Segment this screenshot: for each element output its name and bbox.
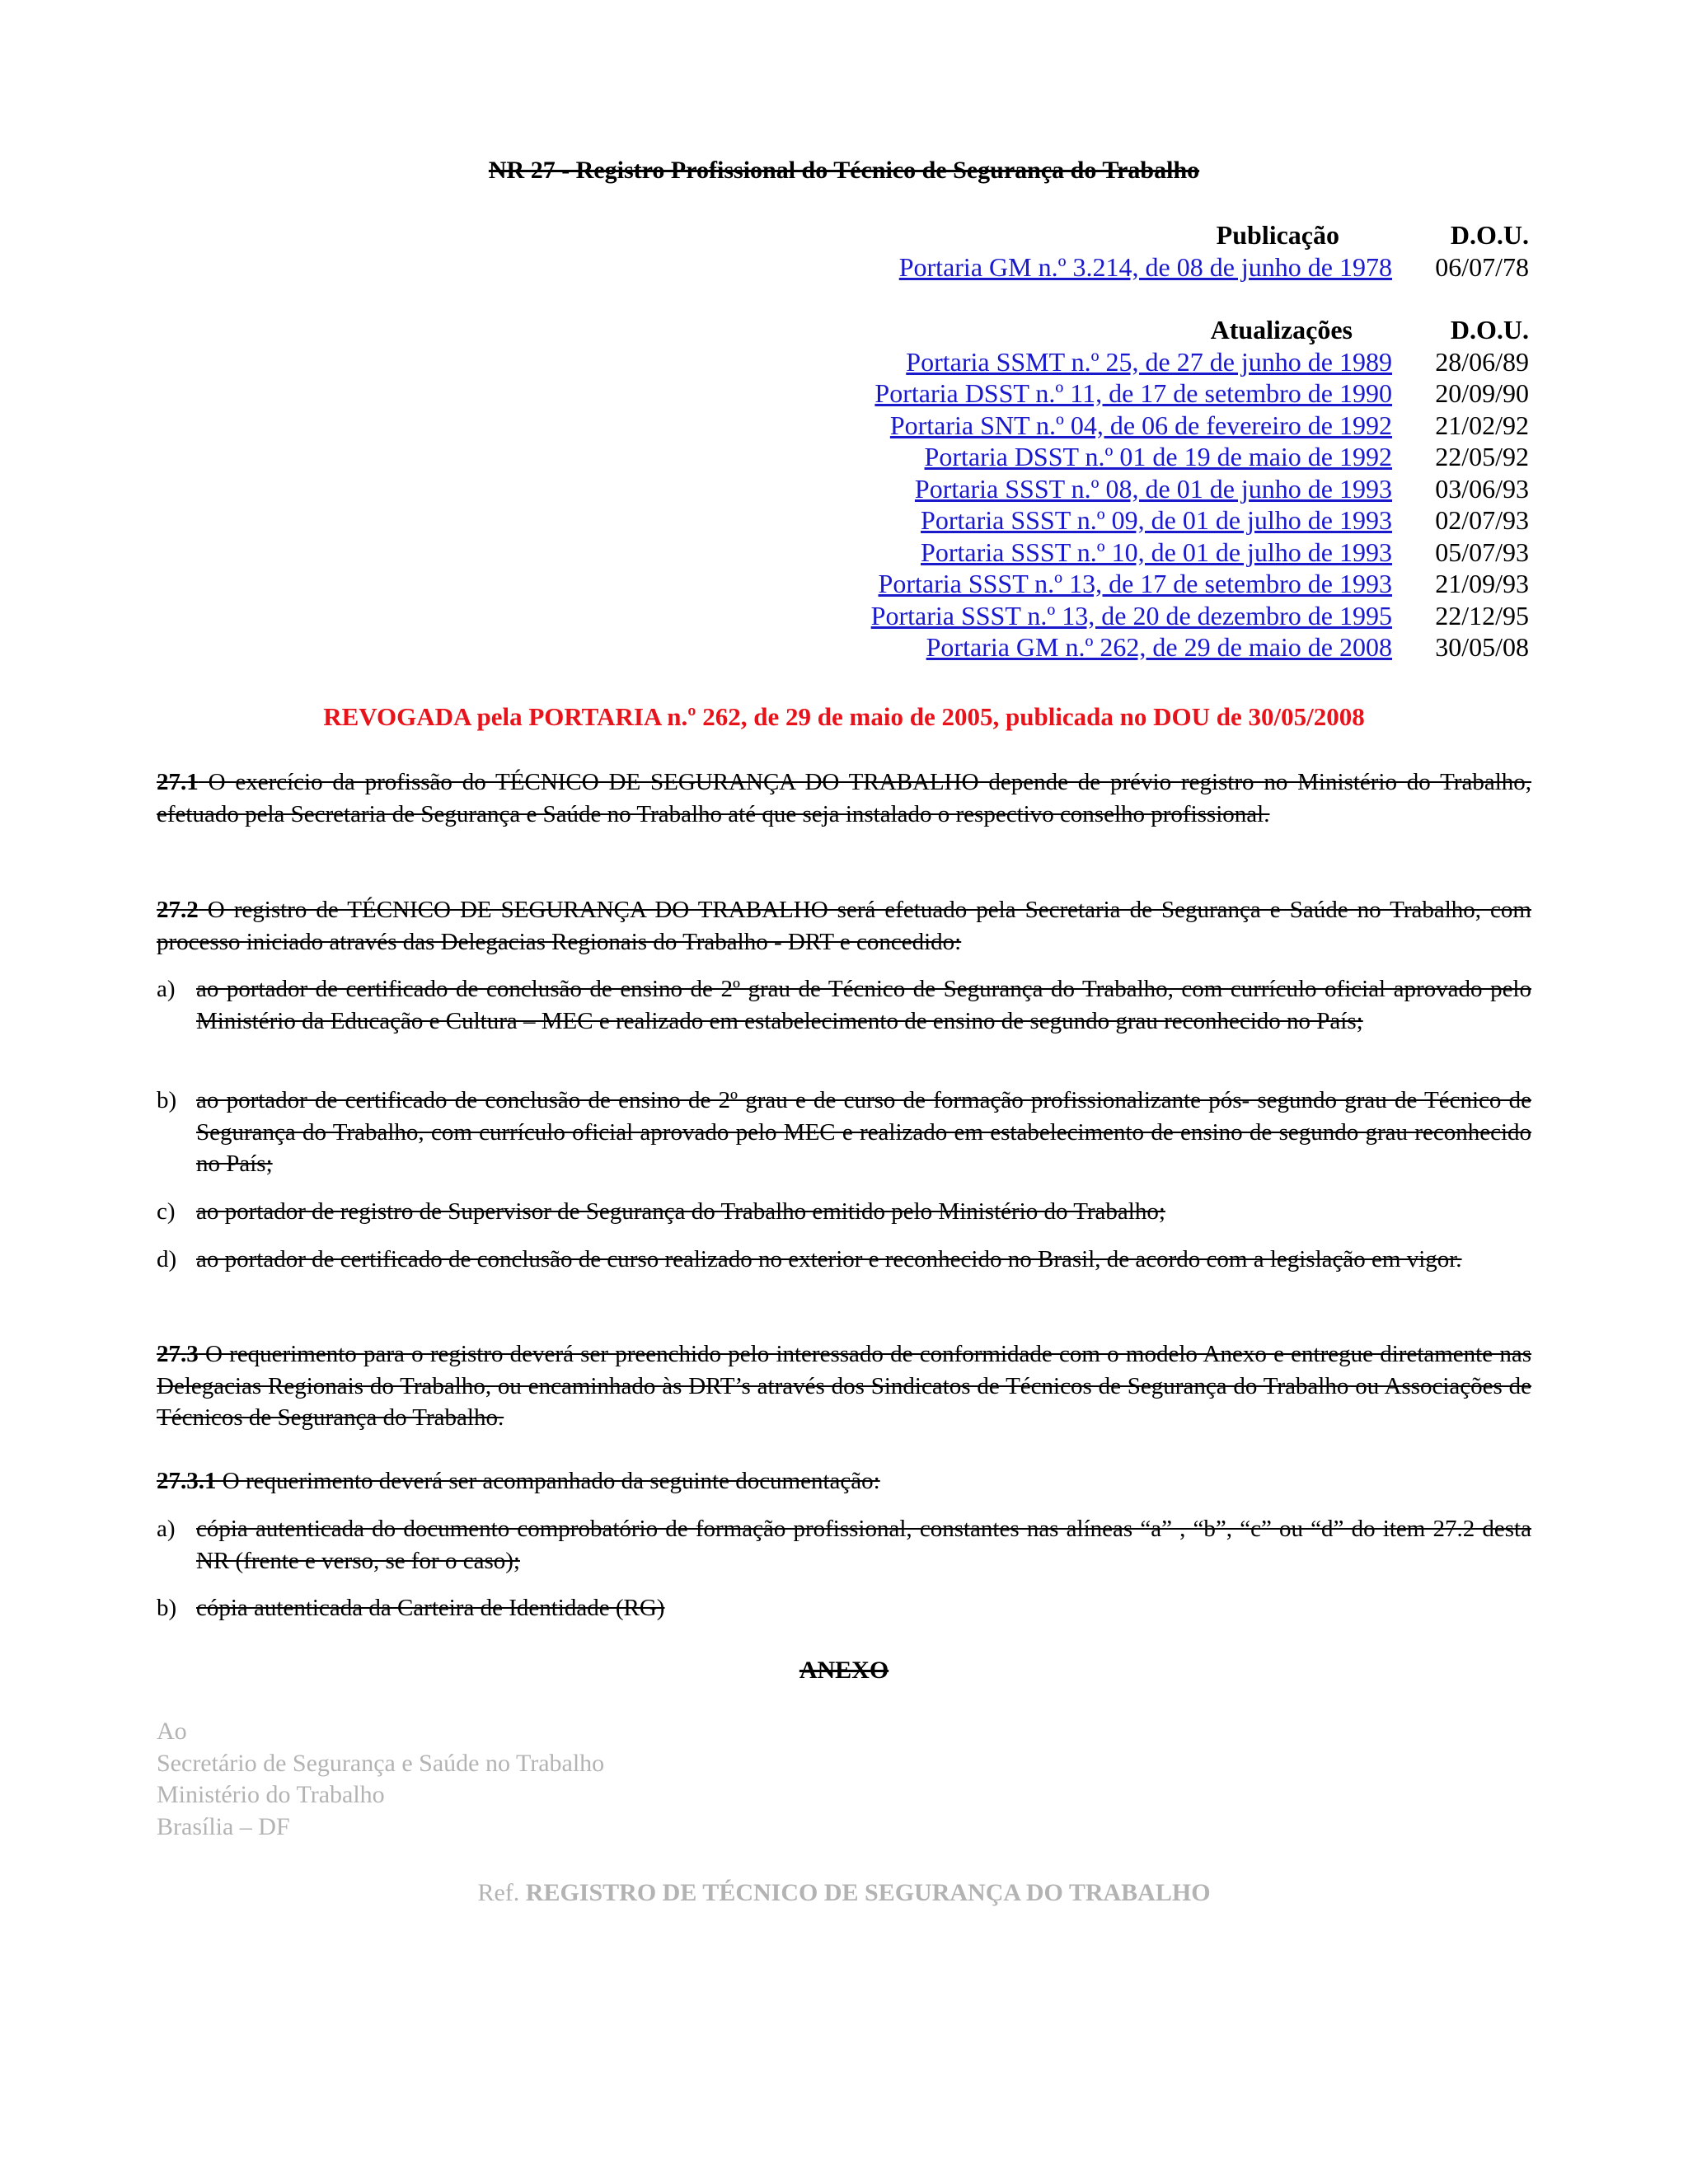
publication-dou-date: 06/07/78 [1435,251,1529,282]
section-number: 27.3 [157,1341,199,1367]
update-row [775,441,1529,473]
address-line: Brasília – DF [157,1812,290,1840]
publication-header-label: Publicação [1216,220,1339,250]
list-item-text: cópia autenticada do documento comprobatório de formação profissional, constantes nas alíneas “a” , “b”, “c” ou “d” do item 27.2 desta NR (frente e verso, se for o caso); [196,1516,1531,1574]
list-marker: d) [157,1246,177,1272]
update-link[interactable]: Portaria DSST n.º 01 de 19 de maio de 1992 [924,442,1392,471]
publication-header-dou: D.O.U. [1450,220,1529,250]
update-link[interactable]: Portaria SSST n.º 13, de 20 de dezembro de 1995 [870,600,1392,630]
update-dou-date: 21/02/92 [1435,410,1529,440]
list-item-text: ao portador de certificado de conclusão de ensino de 2º grau de Técnico de Segurança do Trabalho, com currículo oficial aprovado pelo Ministério da Educação e Cultura – MEC e realizado em estabelecimento de ensino de segundo grau reconhecido no País; [196,976,1531,1034]
list-item-text: ao portador de registro de Supervisor de Segurança do Trabalho emitido pelo Ministério do Trabalho; [196,1198,1165,1225]
update-row [775,377,1529,410]
list-item-text: ao portador de certificado de conclusão de ensino de 2º grau e de curso de formação profissionalizante pós- segundo grau de Técnico de Segurança do Trabalho, com currículo oficial aprovado pelo MEC e realizado em estabelecimento de ensino de segundo grau reconhecido no País; [196,1087,1531,1177]
section-27-2 [157,894,1531,958]
update-dou-date: 05/07/93 [1435,537,1529,567]
section-text: O requerimento para o registro deverá ser preenchido pelo interessado de conformidade com o modelo Anexo e entregue diretamente nas Delegacias Regionais do Trabalho, ou encaminhado às DRT’s através dos Sindicatos de Técnicos de Segurança do Trabalho ou Associações de Técnicos de Segurança do Trabalho. [157,1341,1531,1431]
list-marker: a) [157,1516,176,1542]
update-row [775,504,1529,537]
section-text: O exercício da profissão do TÉCNICO DE SEGURANÇA DO TRABALHO depende de prévio registro no Ministério do Trabalho, efetuado pela Secretaria de Segurança e Saúde no Trabalho até que seja instalado o respectivo conselho profissional. [157,769,1531,827]
update-link[interactable]: Portaria SSST n.º 08, de 01 de junho de 1993 [914,473,1392,504]
revoked-notice: REVOGADA pela PORTARIA n.º 262, de 29 de maio de 2005, publicada no DOU de 30/05/2008 [323,702,1365,731]
update-row [775,537,1529,569]
update-dou-date: 22/05/92 [1435,442,1529,471]
document-title: NR 27 - Registro Profissional do Técnico de Segurança do Trabalho [488,157,1200,184]
list-marker: c) [157,1198,176,1225]
updates-header [775,314,1529,346]
publication-link[interactable]: Portaria GM n.º 3.214, de 08 de junho de 1978 [898,251,1392,282]
reference-title: REGISTRO DE TÉCNICO DE SEGURANÇA DO TRABALHO [525,1879,1211,1906]
section-27-3 [157,1338,1531,1434]
update-link[interactable]: Portaria SNT n.º 04, de 06 de fevereiro de 1992 [889,410,1392,440]
update-link[interactable]: Portaria GM n.º 262, de 29 de maio de 2008 [926,632,1392,662]
anexo-title: ANEXO [799,1657,889,1684]
list-item [157,973,1531,1037]
publication-row [775,251,1529,284]
update-link[interactable]: Portaria SSST n.º 13, de 17 de setembro de 1993 [878,569,1392,598]
update-dou-date: 30/05/08 [1435,632,1529,662]
publication-table [775,219,1529,283]
update-dou-date: 21/09/93 [1435,569,1529,598]
list-item-text: cópia autenticada da Carteira de Identidade (RG) [196,1595,665,1621]
list-item [157,1244,1531,1276]
section-text: O requerimento deverá ser acompanhado da seguinte documentação: [216,1468,880,1494]
address-line: Ao [157,1718,187,1745]
section-text: O registro de TÉCNICO DE SEGURANÇA DO TRABALHO será efetuado pela Secretaria de Segurança e Saúde no Trabalho, com processo iniciado através das Delegacias Regionais do Trabalho - DRT e concedido: [157,897,1531,955]
anexo-address [157,1716,604,1843]
section-number: 27.1 [157,769,199,795]
address-line: Ministério do Trabalho [157,1781,385,1808]
update-link[interactable]: Portaria SSMT n.º 25, de 27 de junho de 1989 [906,346,1392,377]
list-item [157,1513,1531,1577]
updates-header-label: Atualizações [1210,315,1353,344]
update-row [775,568,1529,600]
list-item [157,1196,1531,1228]
list-marker: b) [157,1087,177,1113]
update-row [775,346,1529,378]
section-27-3-1 [157,1465,1531,1497]
address-line: Secretário de Segurança e Saúde no Trabalho [157,1749,605,1777]
publication-header [775,219,1529,251]
update-link[interactable]: Portaria SSST n.º 10, de 01 de julho de 1993 [921,537,1392,567]
update-row [775,473,1529,505]
list-marker: a) [157,976,176,1002]
update-dou-date: 22/12/95 [1435,600,1529,630]
update-dou-date: 28/06/89 [1435,346,1529,377]
update-row [775,631,1529,663]
reference-prefix: Ref. [477,1879,526,1906]
update-row [775,600,1529,632]
update-link[interactable]: Portaria SSST n.º 09, de 01 de julho de 1993 [921,505,1392,535]
update-dou-date: 02/07/93 [1435,505,1529,535]
updates-header-dou: D.O.U. [1450,315,1529,344]
section-27-1 [157,766,1531,830]
update-row [775,410,1529,442]
update-link[interactable]: Portaria DSST n.º 11, de 17 de setembro de 1990 [874,378,1392,408]
list-item [157,1085,1531,1180]
updates-table [775,314,1529,663]
update-dou-date: 20/09/90 [1435,378,1529,408]
section-number: 27.3.1 [157,1468,217,1494]
list-item-text: ao portador de certificado de conclusão de curso realizado no exterior e reconhecido no Brasil, de acordo com a legislação em vigor. [196,1246,1462,1272]
update-dou-date: 03/06/93 [1435,473,1529,504]
list-marker: b) [157,1595,177,1621]
anexo-reference [0,1879,1688,1907]
section-number: 27.2 [157,897,199,923]
list-item [157,1592,1531,1624]
